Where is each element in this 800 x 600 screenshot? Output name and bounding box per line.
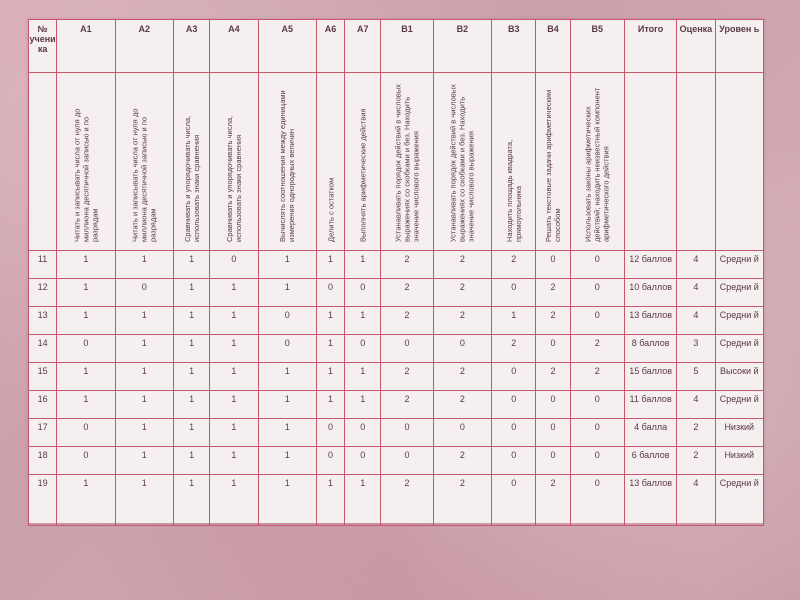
table-cell: 1 <box>173 307 209 335</box>
description-cell <box>173 73 209 251</box>
table-cell: 2 <box>381 307 433 335</box>
table-cell: 0 <box>381 419 433 447</box>
table-cell: 0 <box>536 447 570 475</box>
table-cell: 1 <box>115 419 173 447</box>
description-cell <box>29 73 57 251</box>
description-cell <box>381 73 433 251</box>
table-cell: 1 <box>316 391 344 419</box>
table-cell: 1 <box>345 363 381 391</box>
student-number-cell: 19 <box>29 475 57 526</box>
table-cell: 0 <box>210 251 258 279</box>
table-cell: 0 <box>345 279 381 307</box>
table-row <box>29 419 764 447</box>
table-cell: 1 <box>173 475 209 526</box>
student-number-cell: 13 <box>29 307 57 335</box>
table-cell: 5 <box>677 363 715 391</box>
table-cell: 0 <box>492 447 536 475</box>
header-cell: А2 <box>115 20 173 73</box>
table-cell: 0 <box>345 447 381 475</box>
table-cell: 4 <box>677 475 715 526</box>
table-cell: 1 <box>210 391 258 419</box>
table-cell: 3 <box>677 335 715 363</box>
table-cell: 4 <box>677 251 715 279</box>
table-cell: 4 балла <box>624 419 676 447</box>
table-cell: 2 <box>570 335 624 363</box>
table-cell: 15 баллов <box>624 363 676 391</box>
table-cell: 1 <box>173 335 209 363</box>
table-cell: 1 <box>345 475 381 526</box>
table-cell: 2 <box>433 251 491 279</box>
task-description: Устанавливать порядок действий в числовых выражениях со скобками и без. Находить значение числового выражения <box>448 83 476 242</box>
table-cell: 4 <box>677 279 715 307</box>
table-cell: 2 <box>570 363 624 391</box>
table-cell: 1 <box>115 447 173 475</box>
table-cell: Низкий <box>715 447 763 475</box>
table-cell: 0 <box>570 419 624 447</box>
table-cell: Средни й <box>715 307 763 335</box>
table-cell: 2 <box>536 279 570 307</box>
student-number-cell: 18 <box>29 447 57 475</box>
table-cell: 2 <box>433 447 491 475</box>
description-cell <box>677 73 715 251</box>
description-cell <box>316 73 344 251</box>
task-description: Читать и записывать числа от нуля до миллиона десятичной записью и по разрядам <box>130 108 158 242</box>
header-cell: Итого <box>624 20 676 73</box>
table-cell: 1 <box>345 307 381 335</box>
table-cell: 2 <box>381 251 433 279</box>
table-cell: 1 <box>210 419 258 447</box>
table-cell: Средни й <box>715 475 763 526</box>
table-row <box>29 335 764 363</box>
table-cell: 1 <box>258 391 316 419</box>
table-cell: 1 <box>316 251 344 279</box>
table-cell: 2 <box>677 447 715 475</box>
header-cell: Уровен ь <box>715 20 763 73</box>
description-cell <box>536 73 570 251</box>
table-cell: 2 <box>433 475 491 526</box>
table-cell: 1 <box>210 279 258 307</box>
table-cell: 0 <box>57 335 115 363</box>
task-description: Читать и записывать числа от нуля до миллиона десятичной записью и по разрядам <box>72 108 100 242</box>
table-cell: 4 <box>677 307 715 335</box>
table-cell: 2 <box>536 363 570 391</box>
table-cell: 1 <box>57 307 115 335</box>
table-cell: 0 <box>536 335 570 363</box>
table-cell: 0 <box>381 335 433 363</box>
description-cell <box>715 73 763 251</box>
task-description: Делить с остатком <box>326 177 336 242</box>
table-cell: 2 <box>433 363 491 391</box>
table-cell: 1 <box>258 363 316 391</box>
task-description: Выполнять арифметические действия <box>358 107 368 242</box>
table-cell: 1 <box>115 335 173 363</box>
table-cell: 1 <box>345 391 381 419</box>
table-cell: 1 <box>258 475 316 526</box>
table-cell: 0 <box>536 419 570 447</box>
table-cell: 0 <box>536 391 570 419</box>
table-cell: 1 <box>173 251 209 279</box>
table-cell: 0 <box>345 335 381 363</box>
table-cell: 1 <box>173 363 209 391</box>
header-cell: А7 <box>345 20 381 73</box>
student-number-cell: 17 <box>29 419 57 447</box>
table-cell: 0 <box>316 279 344 307</box>
table-cell: 2 <box>433 307 491 335</box>
table-cell: 1 <box>115 391 173 419</box>
table-row <box>29 251 764 279</box>
table-cell: 1 <box>316 475 344 526</box>
task-description: Устанавливать порядок действий в числовых выражениях со скобками и без. Находить значение числового выражения <box>393 83 421 242</box>
description-cell <box>492 73 536 251</box>
table-cell: 1 <box>57 391 115 419</box>
student-number-cell: 14 <box>29 335 57 363</box>
table-cell: 0 <box>258 307 316 335</box>
table-cell: 13 баллов <box>624 475 676 526</box>
table-cell: 0 <box>316 419 344 447</box>
table-cell: 1 <box>210 335 258 363</box>
table-cell: 1 <box>210 363 258 391</box>
table-cell: 0 <box>492 419 536 447</box>
results-table <box>28 19 764 526</box>
table-cell: 6 баллов <box>624 447 676 475</box>
table-cell: 0 <box>492 279 536 307</box>
header-cell: А5 <box>258 20 316 73</box>
student-number-cell: 16 <box>29 391 57 419</box>
header-cell: В3 <box>492 20 536 73</box>
table-cell: 0 <box>536 251 570 279</box>
table-cell: 2 <box>381 363 433 391</box>
table-cell: 1 <box>115 475 173 526</box>
description-cell <box>433 73 491 251</box>
task-description: Решать текстовые задачи арифметическим способом <box>543 89 562 242</box>
table-cell: 1 <box>115 363 173 391</box>
results-sheet <box>28 19 764 523</box>
table-cell: 1 <box>210 307 258 335</box>
table-cell: 1 <box>316 335 344 363</box>
table-cell: 1 <box>173 419 209 447</box>
table-row <box>29 363 764 391</box>
table-cell: 0 <box>433 419 491 447</box>
table-cell: 8 баллов <box>624 335 676 363</box>
table-cell: 2 <box>433 279 491 307</box>
table-cell: 2 <box>536 475 570 526</box>
table-cell: 1 <box>57 251 115 279</box>
table-cell: Средни й <box>715 335 763 363</box>
table-cell: 1 <box>115 307 173 335</box>
table-cell: 0 <box>345 419 381 447</box>
task-description: Вычислять соотношения между единицами измерения однородных величин <box>278 89 297 242</box>
header-cell: Оценка <box>677 20 715 73</box>
description-cell <box>624 73 676 251</box>
table-cell: 1 <box>115 251 173 279</box>
table-cell: Средни й <box>715 279 763 307</box>
table-cell: 10 баллов <box>624 279 676 307</box>
table-cell: 0 <box>570 475 624 526</box>
table-cell: 0 <box>258 335 316 363</box>
header-cell: № учени ка <box>29 20 57 73</box>
description-cell <box>570 73 624 251</box>
table-cell: 11 баллов <box>624 391 676 419</box>
table-cell: 1 <box>258 279 316 307</box>
student-number-cell: 15 <box>29 363 57 391</box>
table-cell: 2 <box>677 419 715 447</box>
header-cell: В1 <box>381 20 433 73</box>
table-cell: 0 <box>381 447 433 475</box>
table-cell: 0 <box>492 391 536 419</box>
table-cell: 2 <box>433 391 491 419</box>
header-cell: В2 <box>433 20 491 73</box>
table-cell: 0 <box>316 447 344 475</box>
table-row <box>29 307 764 335</box>
description-cell <box>57 73 115 251</box>
table-cell: 0 <box>57 419 115 447</box>
table-cell: Средни й <box>715 251 763 279</box>
table-cell: 0 <box>115 279 173 307</box>
header-cell: В4 <box>536 20 570 73</box>
table-cell: 12 баллов <box>624 251 676 279</box>
table-cell: 2 <box>492 251 536 279</box>
table-cell: 0 <box>570 279 624 307</box>
table-cell: 1 <box>258 447 316 475</box>
table-cell: 1 <box>316 307 344 335</box>
table-row <box>29 279 764 307</box>
table-cell: 1 <box>316 363 344 391</box>
table-cell: 4 <box>677 391 715 419</box>
table-cell: 1 <box>345 251 381 279</box>
description-cell <box>210 73 258 251</box>
table-cell: Средни й <box>715 391 763 419</box>
table-cell: 1 <box>210 447 258 475</box>
description-cell <box>258 73 316 251</box>
student-number-cell: 11 <box>29 251 57 279</box>
header-cell: А3 <box>173 20 209 73</box>
table-row <box>29 391 764 419</box>
table-cell: 2 <box>381 279 433 307</box>
table-cell: 1 <box>57 363 115 391</box>
table-cell: 1 <box>57 475 115 526</box>
description-cell <box>115 73 173 251</box>
table-cell: 1 <box>173 447 209 475</box>
table-cell: Высоки й <box>715 363 763 391</box>
table-cell: 1 <box>258 251 316 279</box>
table-cell: 1 <box>57 279 115 307</box>
table-cell: 1 <box>210 475 258 526</box>
table-cell: 2 <box>536 307 570 335</box>
table-cell: 1 <box>173 391 209 419</box>
header-cell: А4 <box>210 20 258 73</box>
task-description: Сравнивать и упорядочивать числа, использовать знаки сравнения <box>182 115 201 242</box>
table-cell: 0 <box>57 447 115 475</box>
table-row <box>29 447 764 475</box>
table-cell: 0 <box>433 335 491 363</box>
table-cell: 0 <box>492 475 536 526</box>
table-cell: 2 <box>492 335 536 363</box>
task-description: Использовать законы арифметических действий; находить неизвестный компонент арифметического действия <box>583 87 611 242</box>
table-cell: 1 <box>173 279 209 307</box>
description-cell <box>345 73 381 251</box>
table-cell: 2 <box>381 391 433 419</box>
header-row <box>29 20 764 73</box>
header-cell: А1 <box>57 20 115 73</box>
table-cell: 2 <box>381 475 433 526</box>
header-cell: В5 <box>570 20 624 73</box>
header-cell: А6 <box>316 20 344 73</box>
description-row <box>29 73 764 251</box>
table-cell: Низкий <box>715 419 763 447</box>
table-cell: 0 <box>570 447 624 475</box>
table-cell: 0 <box>492 363 536 391</box>
table-cell: 0 <box>570 391 624 419</box>
table-cell: 0 <box>570 251 624 279</box>
student-number-cell: 12 <box>29 279 57 307</box>
task-description: Находить площадь квадрата, прямоугольника <box>504 139 523 242</box>
table-row <box>29 475 764 526</box>
table-cell: 0 <box>570 307 624 335</box>
table-cell: 1 <box>258 419 316 447</box>
task-description: Сравнивать и упорядочивать числа, использовать знаки сравнения <box>224 115 243 242</box>
table-cell: 1 <box>492 307 536 335</box>
table-cell: 13 баллов <box>624 307 676 335</box>
